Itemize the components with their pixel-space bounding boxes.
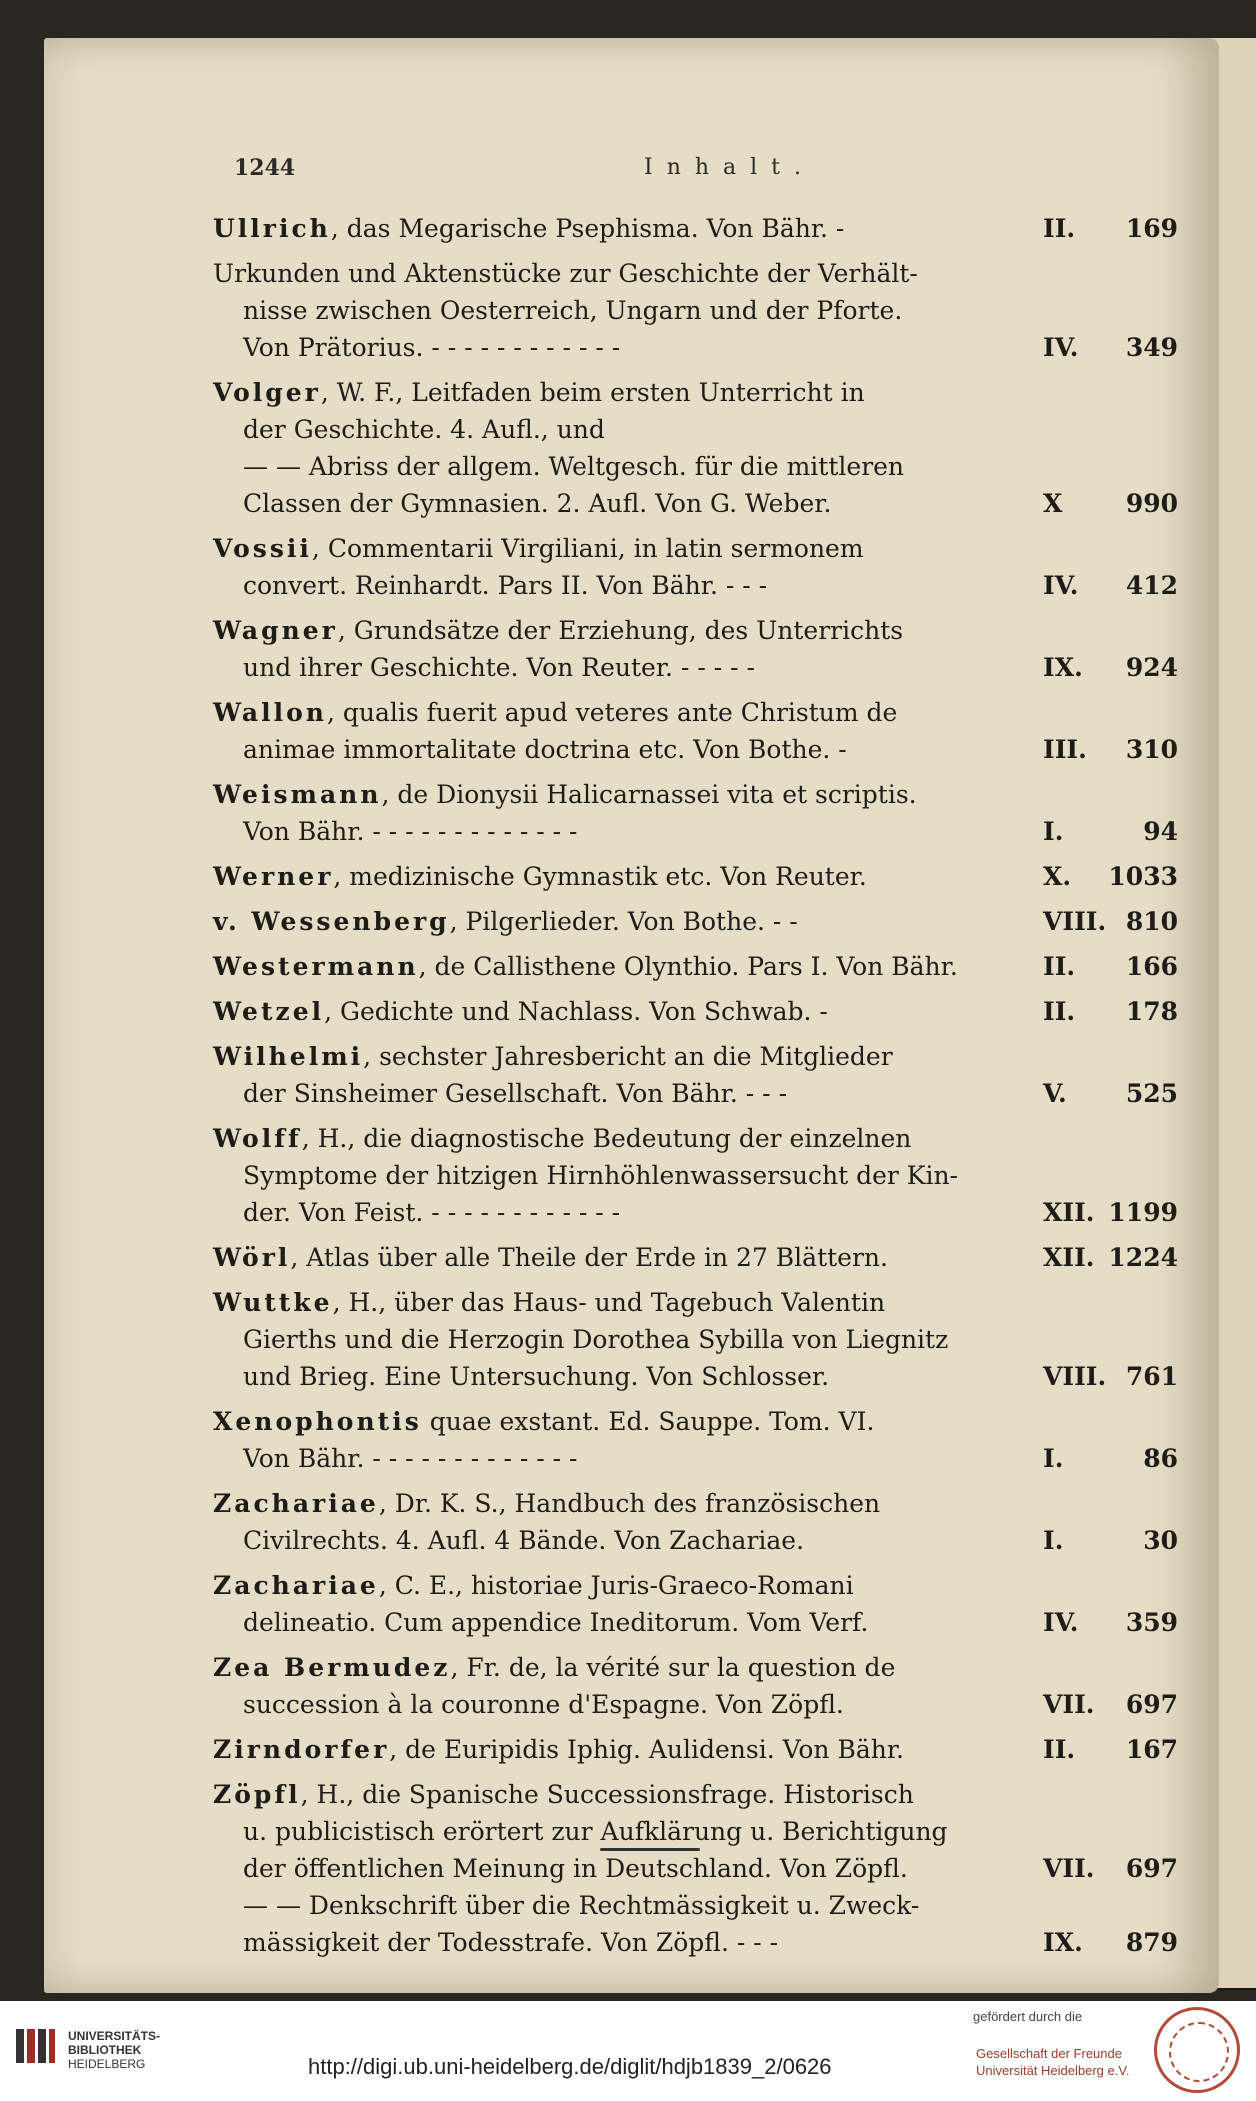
page-reference: 879 xyxy=(1125,1928,1178,1957)
index-entry xyxy=(213,1403,1178,1477)
entry-line xyxy=(213,1239,1178,1276)
page-reference: 359 xyxy=(1125,1608,1178,1637)
entry-text xyxy=(213,1776,914,1813)
volume-number: VII. xyxy=(1043,1854,1095,1883)
index-entry xyxy=(213,374,1178,522)
entry-text xyxy=(243,329,620,366)
entry-line xyxy=(213,1567,1178,1604)
entry-description: , W. F., Leitfaden beim ersten Unterricht in xyxy=(320,378,865,407)
entry-description: , Grundsätze der Erziehung, des Unterrichts xyxy=(337,616,904,645)
entry-description: succession à la couronne d'Espagne. Von Zöpfl. xyxy=(243,1690,844,1719)
volume-number: II. xyxy=(1043,1735,1076,1764)
author-name: Zachariae xyxy=(213,1571,379,1600)
entry-text xyxy=(243,1194,620,1231)
funded-by-label: gefördert durch die xyxy=(973,2009,1083,2024)
entry-description: , qualis fuerit apud veteres ante Christum de xyxy=(326,698,898,727)
entry-line xyxy=(213,255,1178,292)
author-name: Zirndorfer xyxy=(213,1735,390,1764)
entry-description: , Gedichte und Nachlass. Von Schwab. - xyxy=(324,997,828,1026)
entry-line xyxy=(213,1194,1178,1231)
entry-line xyxy=(213,1776,1178,1813)
entry-text xyxy=(243,731,847,768)
entry-description: u. publicistisch erörtert zur Aufklärung u. Berichtigung xyxy=(243,1817,948,1846)
page-reference: 697 xyxy=(1125,1690,1178,1719)
page-reference: 761 xyxy=(1125,1362,1178,1391)
entry-text xyxy=(213,1038,893,1075)
entry-description: , C. E., historiae Juris-Graeco-Romani xyxy=(378,1571,854,1600)
index-entry xyxy=(213,1120,1178,1231)
entry-line xyxy=(213,1850,1178,1887)
page-title: Inhalt. xyxy=(644,155,816,180)
entry-line xyxy=(213,210,1178,247)
volume-number: I. xyxy=(1043,1526,1064,1555)
index-entry xyxy=(213,210,1178,247)
entry-line xyxy=(213,292,1178,329)
entry-text xyxy=(243,485,831,522)
entry-line xyxy=(213,903,1178,940)
entry-text xyxy=(213,1284,885,1321)
entry-line xyxy=(213,649,1178,686)
entry-line xyxy=(213,731,1178,768)
page-reference: 810 xyxy=(1125,907,1178,936)
entry-text xyxy=(243,1850,908,1887)
entry-line xyxy=(213,1120,1178,1157)
page-reference: 349 xyxy=(1125,333,1178,362)
entry-description: quae exstant. Ed. Sauppe. Tom. VI. xyxy=(421,1407,875,1436)
entry-text xyxy=(243,411,605,448)
entry-description: nisse zwischen Oesterreich, Ungarn und der Pforte. xyxy=(243,296,903,325)
author-name: Vossii xyxy=(213,534,312,563)
index-list xyxy=(213,210,1178,1969)
entry-text xyxy=(213,694,897,731)
index-entry xyxy=(213,694,1178,768)
entry-line xyxy=(213,813,1178,850)
entry-description: Von Bähr. - - - - - - - - - - - - - xyxy=(243,1444,578,1473)
entry-description: der. Von Feist. - - - - - - - - - - - - xyxy=(243,1198,621,1227)
entry-line xyxy=(213,1649,1178,1686)
page-reference: 310 xyxy=(1125,735,1178,764)
page-reference: 167 xyxy=(1125,1735,1178,1764)
entry-description: convert. Reinhardt. Pars II. Von Bähr. - - - xyxy=(243,571,768,600)
volume-number: VIII. xyxy=(1043,1362,1107,1391)
running-header xyxy=(234,155,1034,185)
entry-line xyxy=(213,858,1178,895)
index-entry xyxy=(213,1649,1178,1723)
entry-description: , H., über das Haus- und Tagebuch Valentin xyxy=(332,1288,886,1317)
entry-line xyxy=(213,993,1178,1030)
index-entry xyxy=(213,530,1178,604)
entry-line xyxy=(213,948,1178,985)
author-name: Wilhelmi xyxy=(213,1042,364,1071)
entry-description: der öffentlichen Meinung in Deutschland. Von Zöpfl. xyxy=(243,1854,908,1883)
index-entry xyxy=(213,776,1178,850)
entry-text xyxy=(243,1157,958,1194)
entry-text xyxy=(243,1440,578,1477)
page-reference: 697 xyxy=(1125,1854,1178,1883)
entry-line xyxy=(213,1887,1178,1924)
volume-number: II. xyxy=(1043,214,1076,243)
entry-line xyxy=(213,1813,1178,1850)
index-entry xyxy=(213,1485,1178,1559)
volume-number: III. xyxy=(1043,735,1087,764)
page-reference: 412 xyxy=(1125,571,1178,600)
entry-description: , Atlas über alle Theile der Erde in 27 Blättern. xyxy=(290,1243,888,1272)
page-reference: 86 xyxy=(1143,1444,1178,1473)
author-name: Wallon xyxy=(213,698,327,727)
end-rule xyxy=(600,1848,700,1851)
index-entry xyxy=(213,948,1178,985)
page-reference: 924 xyxy=(1125,653,1178,682)
volume-number: IV. xyxy=(1043,333,1079,362)
entry-line xyxy=(213,694,1178,731)
entry-text xyxy=(213,1485,880,1522)
entry-text xyxy=(243,1604,868,1641)
entry-text xyxy=(213,1403,874,1440)
entry-line xyxy=(213,485,1178,522)
entry-text xyxy=(243,567,767,604)
index-entry xyxy=(213,1567,1178,1641)
entry-description: der Geschichte. 4. Aufl., und xyxy=(243,415,605,444)
entry-description: — — Denkschrift über die Rechtmässigkeit u. Zweck- xyxy=(243,1891,920,1920)
entry-line xyxy=(213,1075,1178,1112)
page-number: 1244 xyxy=(234,155,296,181)
entry-text xyxy=(243,1522,804,1559)
entry-line xyxy=(213,1284,1178,1321)
page-reference: 166 xyxy=(1125,952,1178,981)
author-name: Zachariae xyxy=(213,1489,379,1518)
volume-number: V. xyxy=(1043,1079,1067,1108)
entry-description: , medizinische Gymnastik etc. Von Reuter. xyxy=(333,862,867,891)
index-entry xyxy=(213,993,1178,1030)
entry-line xyxy=(213,1403,1178,1440)
entry-description: , H., die Spanische Successionsfrage. Historisch xyxy=(300,1780,914,1809)
entry-line xyxy=(213,1686,1178,1723)
entry-text xyxy=(243,1686,844,1723)
entry-description: , Pilgerlieder. Von Bothe. - - xyxy=(449,907,798,936)
entry-description: , de Callisthene Olynthio. Pars I. Von Bähr. xyxy=(418,952,958,981)
volume-number: X xyxy=(1043,489,1063,518)
author-name: Xenophontis xyxy=(213,1407,422,1436)
page-reference: 169 xyxy=(1125,214,1178,243)
volume-number: I. xyxy=(1043,1444,1064,1473)
entry-text xyxy=(213,1649,895,1686)
entry-description: mässigkeit der Todesstrafe. Von Zöpfl. - - - xyxy=(243,1928,779,1957)
page-reference: 1033 xyxy=(1108,862,1178,891)
entry-text xyxy=(243,448,904,485)
page-reference: 1199 xyxy=(1108,1198,1178,1227)
entry-description: , de Dionysii Halicarnassei vita et scriptis. xyxy=(381,780,917,809)
entry-line xyxy=(213,530,1178,567)
entry-text xyxy=(243,649,755,686)
index-entry xyxy=(213,1776,1178,1961)
author-name: Westermann xyxy=(213,952,419,981)
entry-line xyxy=(213,1604,1178,1641)
author-name: Zea Bermudez xyxy=(213,1653,451,1682)
author-name: Wörl xyxy=(213,1243,291,1272)
digital-item-link[interactable]: http://digi.ub.uni-heidelberg.de/diglit/hdjb1839_2/0626 xyxy=(308,2054,832,2079)
entry-line xyxy=(213,1358,1178,1395)
author-name: Volger xyxy=(213,378,321,407)
entry-description: Urkunden und Aktenstücke zur Geschichte der Verhält- xyxy=(213,259,918,288)
footer-bar xyxy=(0,2001,1256,2101)
entry-text xyxy=(213,903,798,940)
entry-text xyxy=(243,1321,948,1358)
entry-description: animae immortalitate doctrina etc. Von Bothe. - xyxy=(243,735,847,764)
entry-description: und ihrer Geschichte. Von Reuter. - - - - - xyxy=(243,653,755,682)
page-reference: 525 xyxy=(1125,1079,1178,1108)
volume-number: VII. xyxy=(1043,1690,1095,1719)
author-name: Zöpfl xyxy=(213,1780,301,1809)
author-name: Werner xyxy=(213,862,334,891)
volume-number: XII. xyxy=(1043,1243,1095,1272)
volume-number: I. xyxy=(1043,817,1064,846)
entry-line xyxy=(213,1440,1178,1477)
entry-line xyxy=(213,329,1178,366)
entry-description: , sechster Jahresbericht an die Mitglieder xyxy=(363,1042,893,1071)
entry-description: Gierths und die Herzogin Dorothea Sybilla von Liegnitz xyxy=(243,1325,949,1354)
entry-line xyxy=(213,374,1178,411)
page-reference: 1224 xyxy=(1108,1243,1178,1272)
volume-number: XII. xyxy=(1043,1198,1095,1227)
volume-number: VIII. xyxy=(1043,907,1107,936)
entry-text xyxy=(243,1887,919,1924)
author-name: Wolff xyxy=(213,1124,302,1153)
index-entry xyxy=(213,903,1178,940)
index-entry xyxy=(213,858,1178,895)
index-entry xyxy=(213,1284,1178,1395)
index-entry xyxy=(213,1239,1178,1276)
index-entry xyxy=(213,1731,1178,1768)
page-reference: 990 xyxy=(1125,489,1178,518)
entry-text xyxy=(213,948,958,985)
entry-description: Von Prätorius. - - - - - - - - - - - - xyxy=(243,333,621,362)
index-entry xyxy=(213,1038,1178,1112)
entry-description: der Sinsheimer Gesellschaft. Von Bähr. - - - xyxy=(243,1079,788,1108)
entry-description: , de Euripidis Iphig. Aulidensi. Von Bähr. xyxy=(389,1735,904,1764)
entry-text xyxy=(243,813,578,850)
entry-text xyxy=(213,1731,904,1768)
entry-text xyxy=(213,993,828,1030)
author-name: Weismann xyxy=(213,780,382,809)
entry-text xyxy=(213,776,917,813)
entry-line xyxy=(213,1157,1178,1194)
entry-description: Von Bähr. - - - - - - - - - - - - - xyxy=(243,817,578,846)
volume-number: IV. xyxy=(1043,1608,1079,1637)
entry-text xyxy=(243,1075,787,1112)
entry-text xyxy=(213,1120,911,1157)
index-entry xyxy=(213,255,1178,366)
entry-description: und Brieg. Eine Untersuchung. Von Schlosser. xyxy=(243,1362,830,1391)
author-name: Ullrich xyxy=(213,214,331,243)
entry-line xyxy=(213,448,1178,485)
page-reference: 30 xyxy=(1143,1526,1178,1555)
entry-description: — — Abriss der allgem. Weltgesch. für die mittleren xyxy=(243,452,905,481)
entry-line xyxy=(213,1321,1178,1358)
entry-text xyxy=(213,255,918,292)
entry-description: , Commentarii Virgiliani, in latin sermonem xyxy=(311,534,864,563)
entry-text xyxy=(243,1358,829,1395)
page-reference: 178 xyxy=(1125,997,1178,1026)
author-name: v. Wessenberg xyxy=(213,907,450,936)
author-name: Wetzel xyxy=(213,997,325,1026)
volume-number: IX. xyxy=(1043,1928,1083,1957)
entry-line xyxy=(213,776,1178,813)
entry-line xyxy=(213,567,1178,604)
volume-number: IX. xyxy=(1043,653,1083,682)
society-name: Gesellschaft der Freunde Universität Heidelberg e.V. xyxy=(976,2046,1130,2078)
entry-description: Civilrechts. 4. Aufl. 4 Bände. Von Zachariae. xyxy=(243,1526,805,1555)
entry-text xyxy=(213,1239,888,1276)
entry-description: delineatio. Cum appendice Ineditorum. Vom Verf. xyxy=(243,1608,869,1637)
entry-text xyxy=(213,210,844,247)
entry-text xyxy=(213,858,867,895)
entry-line xyxy=(213,1731,1178,1768)
entry-text xyxy=(213,374,865,411)
entry-description: , H., die diagnostische Bedeutung der einzelnen xyxy=(301,1124,912,1153)
volume-number: IV. xyxy=(1043,571,1079,600)
entry-text xyxy=(243,1924,778,1961)
entry-line xyxy=(213,1522,1178,1559)
entry-description: , das Megarische Psephisma. Von Bähr. - xyxy=(330,214,845,243)
entry-text xyxy=(213,530,864,567)
volume-number: II. xyxy=(1043,952,1076,981)
entry-line xyxy=(213,411,1178,448)
page-reference: 94 xyxy=(1143,817,1178,846)
entry-description: , Fr. de, la vérité sur la question de xyxy=(450,1653,896,1682)
index-entry xyxy=(213,612,1178,686)
entry-text xyxy=(213,1567,854,1604)
volume-number: II. xyxy=(1043,997,1076,1026)
library-name: UNIVERSITÄTS- BIBLIOTHEK HEIDELBERG xyxy=(68,2029,161,2071)
entry-description: Classen der Gymnasien. 2. Aufl. Von G. Weber. xyxy=(243,489,832,518)
entry-description: Symptome der hitzigen Hirnhöhlenwassersucht der Kin- xyxy=(243,1161,959,1190)
entry-text xyxy=(243,292,902,329)
entry-text xyxy=(213,612,903,649)
entry-text xyxy=(243,1813,948,1850)
entry-description: , Dr. K. S., Handbuch des französischen xyxy=(378,1489,881,1518)
university-seal-icon xyxy=(1154,2007,1240,2093)
author-name: Wagner xyxy=(213,616,338,645)
author-name: Wuttke xyxy=(213,1288,333,1317)
entry-line xyxy=(213,1038,1178,1075)
entry-line xyxy=(213,612,1178,649)
entry-line xyxy=(213,1924,1178,1961)
volume-number: X. xyxy=(1043,862,1072,891)
university-library-logo-icon xyxy=(12,2023,58,2069)
entry-line xyxy=(213,1485,1178,1522)
